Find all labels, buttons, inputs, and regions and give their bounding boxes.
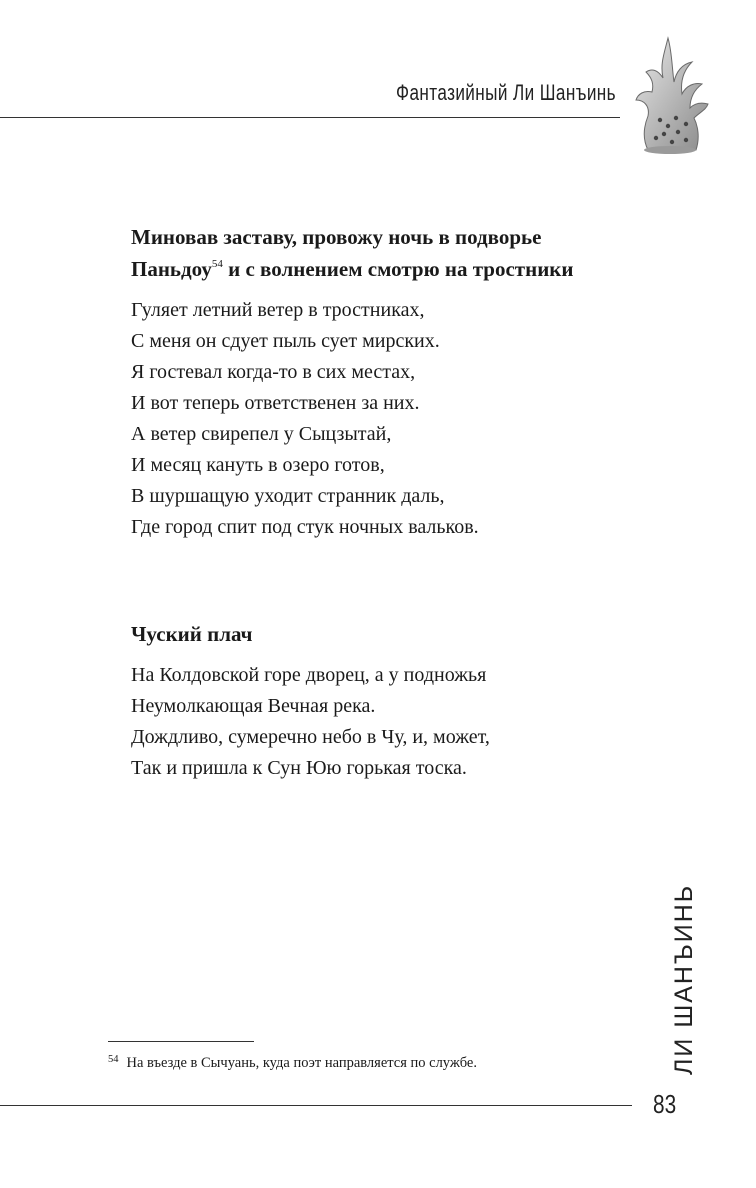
- poem-line: Где город спит под стук ночных вальков.: [131, 516, 479, 538]
- page-number: 83: [653, 1089, 677, 1119]
- poem-title-line2: Паньдоу: [131, 257, 212, 281]
- poem-line: И месяц кануть в озеро готов,: [131, 454, 385, 476]
- poem-line: Так и пришла к Сун Юю горькая тоска.: [131, 757, 467, 779]
- footnote-rule: [108, 1041, 254, 1042]
- footer-rule: [0, 1105, 632, 1106]
- footnote: [108, 1054, 477, 1072]
- poem-line: С меня он сдует пыль сует мирских.: [131, 330, 440, 352]
- poem-line: И вот теперь ответственен за них.: [131, 392, 420, 414]
- footnote-reference: 54: [211, 258, 223, 270]
- side-author-name: ЛИ ШАНЪИНЬ: [670, 883, 698, 1075]
- poem-line: Неумолкающая Вечная река.: [131, 695, 376, 717]
- poem-title: Чуский плач: [131, 622, 253, 646]
- poem-title-line2-cont: и с волнением смотрю на тростники: [222, 257, 574, 281]
- footnote-text: На въезде в Сычуань, куда поэт направляется по службе.: [126, 1055, 477, 1071]
- poem-line: Гуляет летний ветер в тростниках,: [131, 299, 425, 321]
- footnote-mark: 54: [108, 1054, 119, 1065]
- poem-1: [131, 221, 651, 543]
- poem-line: На Колдовской горе дворец, а у подножья: [131, 664, 487, 686]
- poem-line: Я гостевал когда-то в сих местах,: [131, 361, 416, 383]
- header-rule: [0, 117, 620, 118]
- poem-line: В шуршащую уходит странник даль,: [131, 485, 445, 507]
- poem-title-line1: Миновав заставу, провожу ночь в подворье: [131, 225, 542, 249]
- poem-stanza: [131, 295, 651, 543]
- poem-title: [131, 221, 651, 285]
- dragon-sculpture-icon: [630, 34, 710, 158]
- running-title: Фантазийный Ли Шанъинь: [396, 80, 616, 105]
- poem-2: [131, 618, 651, 784]
- poem-stanza: [131, 660, 651, 784]
- poem-line: Дождливо, сумеречно небо в Чу, и, может,: [131, 726, 490, 748]
- poem-line: А ветер свирепел у Сыцзытай,: [131, 423, 392, 445]
